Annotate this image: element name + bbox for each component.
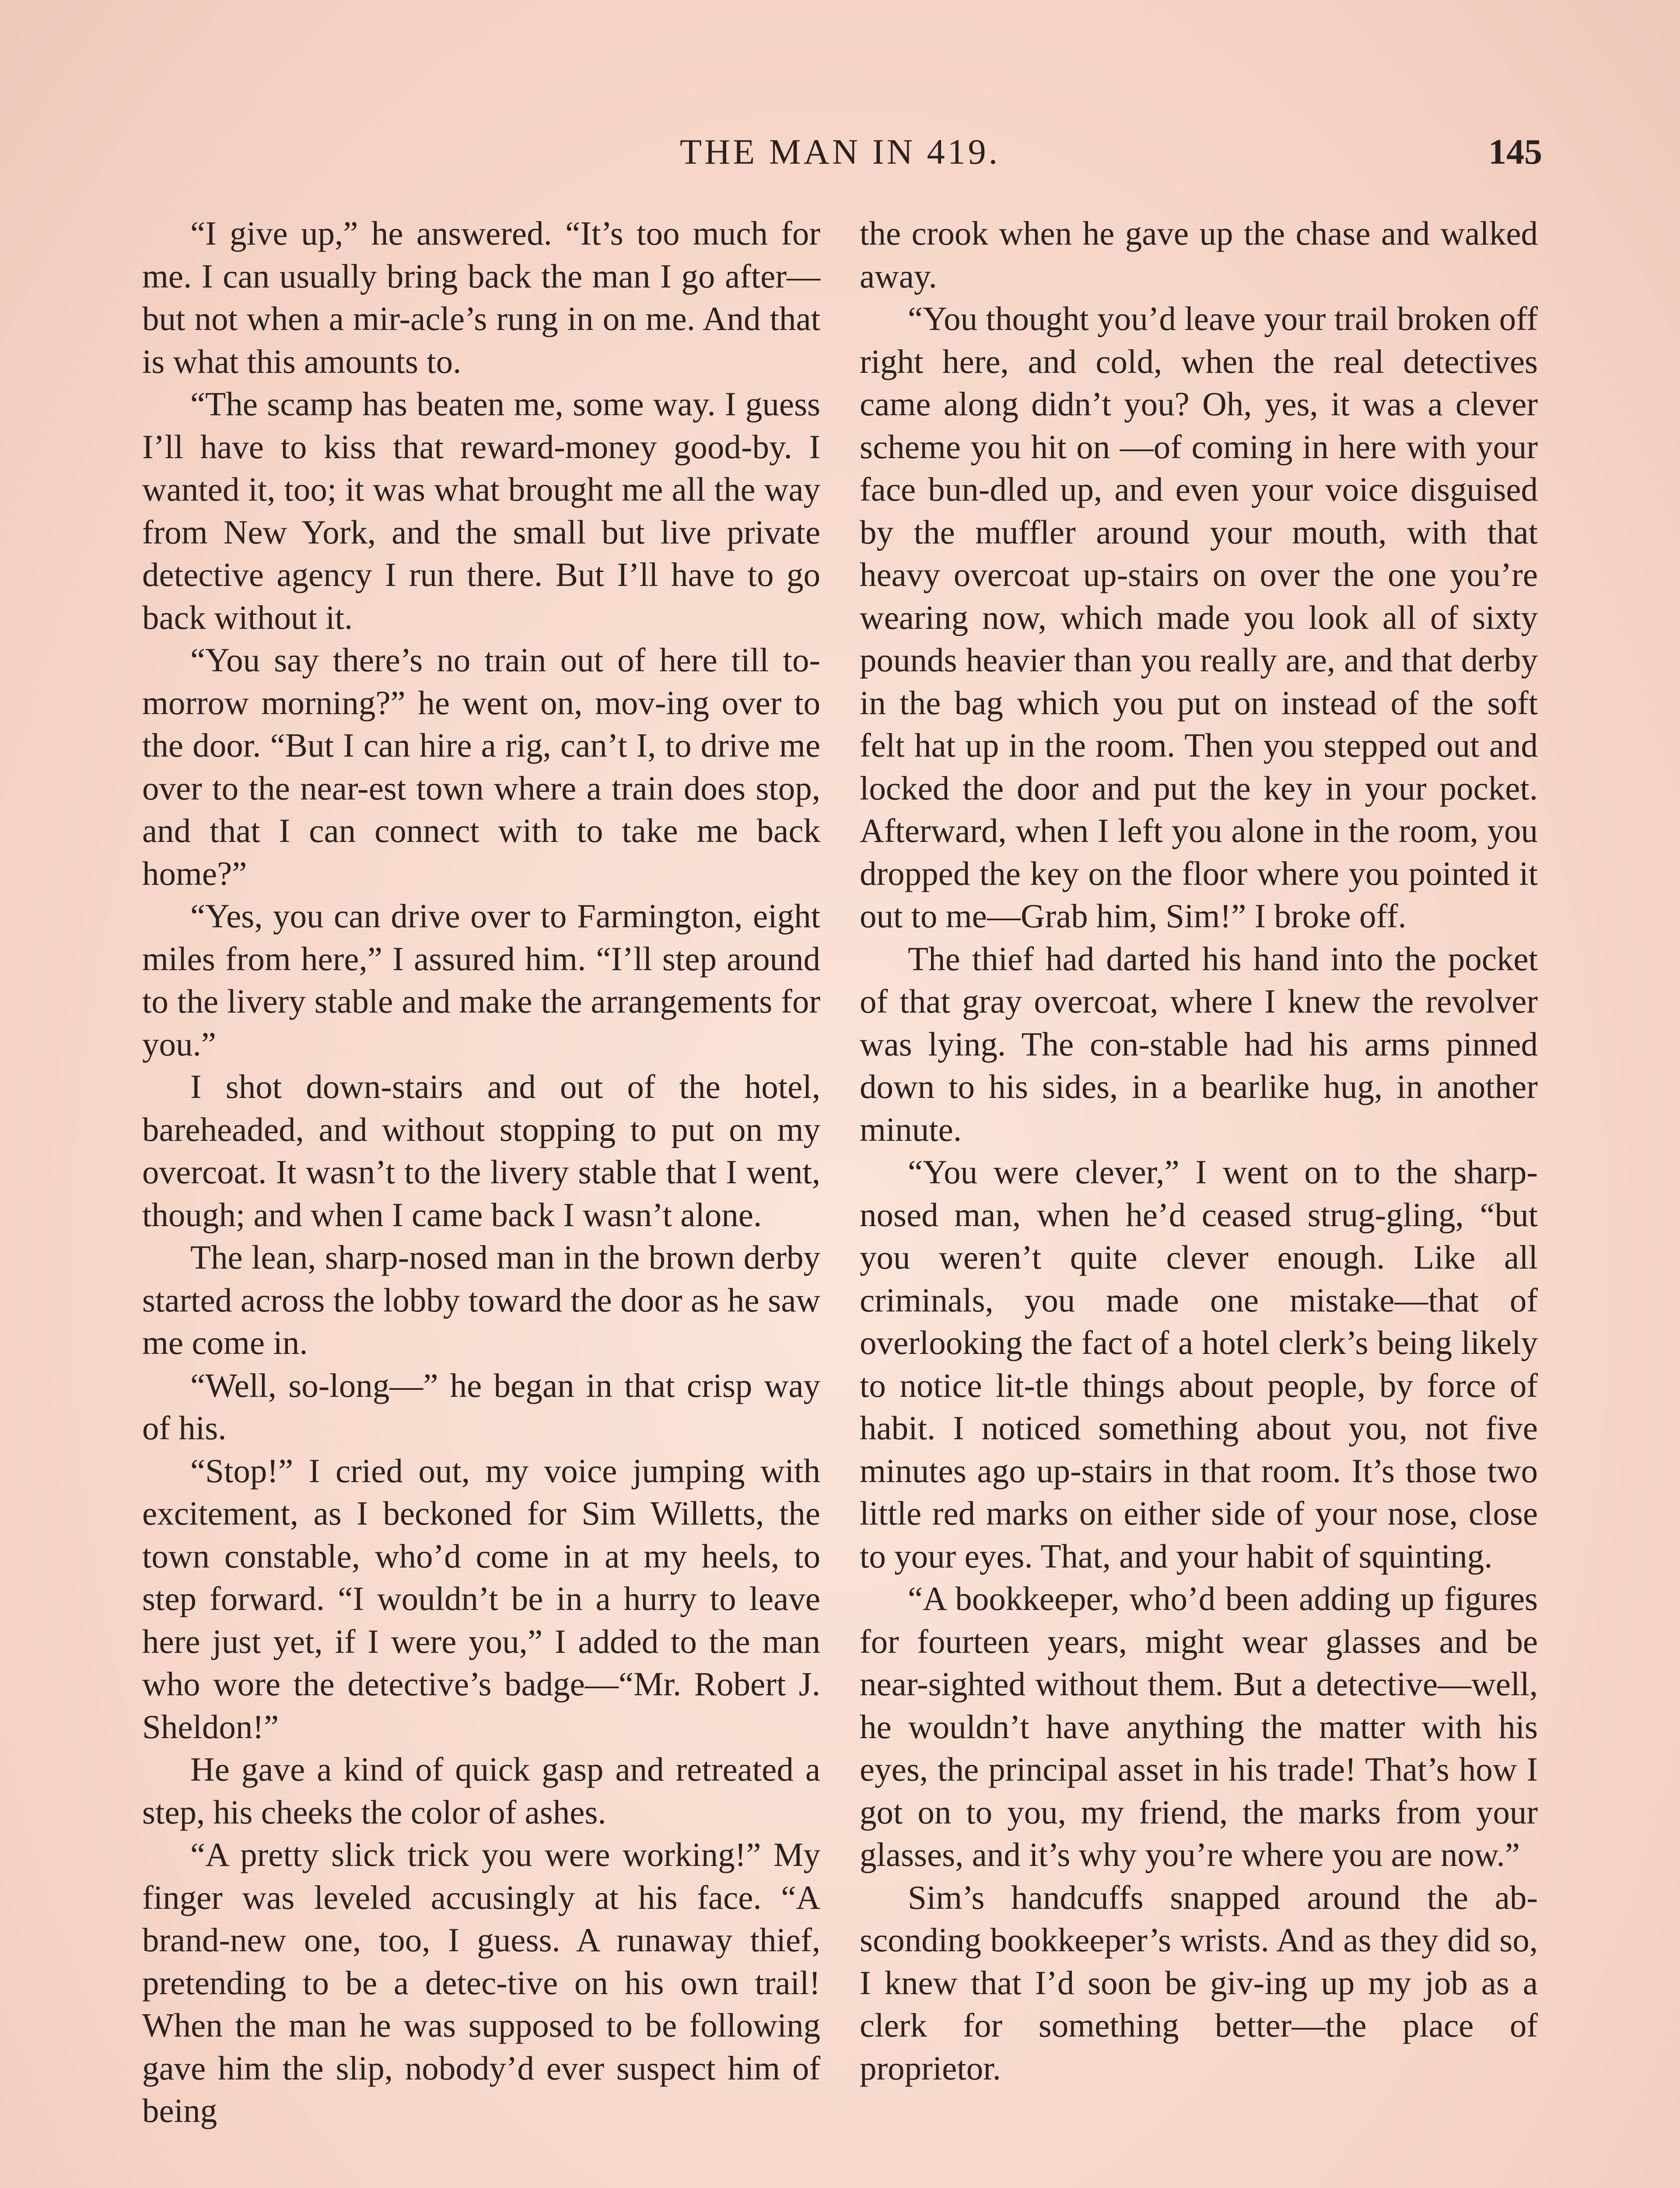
paragraph: “You thought you’d leave your trail broken off right here, and cold, when the real detectives came along didn’t you? Oh, yes, it was a clever scheme you hit on —of coming in here with your face bun-dled up, and even your voice disguised by the muffler around your mouth, with that heavy overcoat up-stairs on over the one you’re wearing now, which made you look all of sixty pounds heavier than you really are, and that derby in the bag which you put on instead of the soft felt hat up in the room. Then you stepped out and locked the door and put the key in your pocket. Afterward, when I left you alone in the room, you dropped the key on the floor where you pointed it out to me—Grab him, Sim!” I broke off.: [860, 300, 1538, 935]
text-column-right: [860, 212, 1538, 2090]
running-title: THE MAN IN 419.: [679, 132, 1001, 172]
paragraph: “Yes, you can drive over to Farmington, eight miles from here,” I assured him. “I’ll step around to the livery stable and make the arrangements for you.”: [142, 897, 820, 1063]
paragraph: He gave a kind of quick gasp and retreated a step, his cheeks the color of ashes.: [142, 1750, 820, 1831]
running-head: [0, 131, 1680, 179]
paragraph: “A pretty slick trick you were working!” My finger was leveled accusingly at his face. “A brand-new one, too, I guess. A runaway thief, pretending to be a detec-tive on his own trail! When the man he was supposed to be following gave him the slip, nobody’d ever suspect him of being: [142, 1836, 820, 2129]
paragraph: The thief had darted his hand into the pocket of that gray overcoat, where I knew the revolver was lying. The con-stable had his arms pinned down to his sides, in a bearlike hug, in another minute.: [860, 940, 1538, 1148]
paragraph-continued: the crook when he gave up the chase and walked away.: [860, 214, 1538, 295]
paragraph: “Well, so-long—” he began in that crisp way of his.: [142, 1366, 820, 1447]
paragraph: “A bookkeeper, who’d been adding up figures for fourteen years, might wear glasses and be near-sighted without them. But a detective—well, he wouldn’t have anything the matter with his eyes, the principal asset in his trade! That’s how I got on to you, my friend, the marks from your glasses, and it’s why you’re where you are now.”: [860, 1580, 1538, 1873]
paragraph: I shot down-stairs and out of the hotel, bareheaded, and without stopping to put on my overcoat. It wasn’t to the livery stable that I went, though; and when I came back I wasn’t alone.: [142, 1068, 820, 1234]
paragraph: “You were clever,” I went on to the sharp-nosed man, when he’d ceased strug-gling, “but you weren’t quite clever enough. Like all criminals, you made one mistake—that of overlooking the fact of a hotel clerk’s being likely to notice lit-tle things about people, by force of habit. I noticed something about you, not five minutes ago up-stairs in that room. It’s those two little red marks on either side of your nose, close to your eyes. That, and your habit of squinting.: [860, 1153, 1538, 1575]
text-column-left: [142, 212, 820, 2132]
paragraph: “You say there’s no train out of here till to-morrow morning?” he went on, mov-ing over to the door. “But I can hire a rig, can’t I, to drive me over to the near-est town where a train does stop, and that I can connect with to take me back home?”: [142, 641, 820, 892]
paragraph: “Stop!” I cried out, my voice jumping with excitement, as I beckoned for Sim Willetts, the town constable, who’d come in at my heels, to step forward. “I wouldn’t be in a hurry to leave here just yet, if I were you,” I added to the man who wore the detective’s badge—“Mr. Robert J. Sheldon!”: [142, 1452, 820, 1746]
paragraph: “The scamp has beaten me, some way. I guess I’ll have to kiss that reward-money good-by. I wanted it, too; it was what brought me all the way from New York, and the small but live private detective agency I run there. But I’ll have to go back without it.: [142, 385, 820, 636]
paragraph: Sim’s handcuffs snapped around the ab-sconding bookkeeper’s wrists. And as they did so, I knew that I’d soon be giv-ing up my job as a clerk for something better—the place of proprietor.: [860, 1878, 1538, 2087]
paragraph: The lean, sharp-nosed man in the brown derby started across the lobby toward the door as he saw me come in.: [142, 1238, 820, 1361]
paragraph: “I give up,” he answered. “It’s too much for me. I can usually bring back the man I go after—but not when a mir-acle’s rung in on me. And that is what this amounts to.: [142, 214, 820, 380]
page-number: 145: [1488, 132, 1542, 172]
